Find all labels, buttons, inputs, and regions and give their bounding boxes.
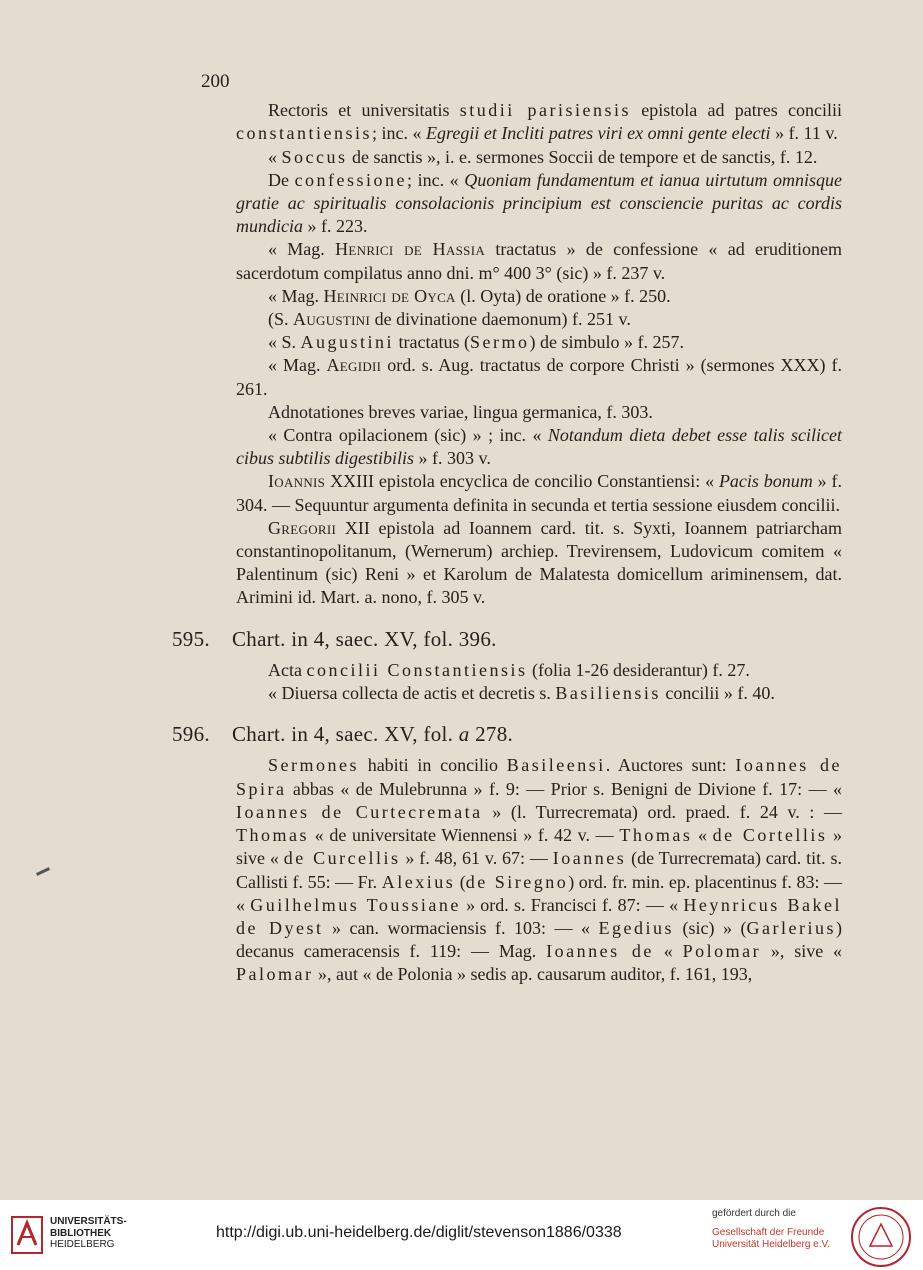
sponsor-name-line: Universität Heidelberg e.V. <box>712 1239 831 1250</box>
entry-text: « Diuersa collecta de actis et decretis s. <box>268 683 556 704</box>
entry-text: « S. <box>268 332 301 353</box>
catalog-entry <box>236 354 842 400</box>
entry-text: « Mag. <box>268 355 327 376</box>
spaced-name: Basiliensis <box>555 683 661 704</box>
spaced-name: Heynricus Bakel de Dyest <box>236 894 843 938</box>
entry-text: » f. 303 v. <box>414 448 491 469</box>
entry-text: (l. Oyta) de oratione » f. 250. <box>455 285 671 306</box>
spaced-name: de Cortellis <box>712 825 828 846</box>
spaced-name: Thomas <box>236 825 309 846</box>
catalog-entry <box>236 659 842 682</box>
catalog-entry <box>236 401 842 424</box>
codex-596-heading <box>172 723 842 746</box>
spaced-name: Guilhelmus Toussiane <box>250 894 461 915</box>
entry-text: « <box>268 146 282 167</box>
incipit-text: Notandum dieta debet esse talis scilicet cibus subtilis digestibilis <box>236 425 842 469</box>
spaced-name: concilii Constantiensis <box>306 659 528 680</box>
entry-text: habiti in concilio <box>359 755 507 776</box>
codex-entries <box>236 99 842 609</box>
spaced-name: Ioannes de <box>546 941 654 962</box>
codex-description-end: 278. <box>469 722 514 747</box>
entry-text: » (l. Turrecremata) ord. praed. f. 24 v. : — <box>482 801 842 822</box>
spaced-name: Ioannes <box>552 848 627 869</box>
margin-mark <box>36 867 50 876</box>
entry-text: (de Turrecremata) card. tit. s. Callisti f. 55: — Fr. <box>236 848 842 892</box>
spaced-name: Heinrici de Oyca <box>323 285 456 306</box>
entry-text: « <box>692 825 713 846</box>
spaced-name: confessione <box>294 169 408 190</box>
codex-596-entries <box>236 754 842 986</box>
catalog-entry <box>236 424 842 470</box>
incipit-text: Quoniam fundamentum et ianua uirtutum omnisque gratie ac spiritualis consolacionis principium est consciencie puritas ac cordis mundicia <box>236 169 842 237</box>
footer-bar <box>0 1200 923 1270</box>
entry-text: » ord. s. Francisci f. 87: — « <box>460 894 684 915</box>
spaced-name: Aegidii <box>326 355 382 376</box>
catalog-entry <box>236 99 842 145</box>
catalog-entry <box>236 754 842 986</box>
entry-text: » f. 223. <box>303 216 368 237</box>
spaced-name: Palomar <box>236 964 314 985</box>
entry-text: » sive « <box>236 825 842 869</box>
entry-text: « Contra opilacionem (sic) » ; inc. « <box>268 425 548 446</box>
entry-text: De <box>268 169 295 190</box>
entry-text: » f. 304. — Sequuntur argumenta definita in secunda et tertia sessione eiusdem concilii. <box>236 471 842 515</box>
entry-text: abbas « de Mulebrunna » f. 9: — Prior s. Benigni de Divione f. 17: — « <box>286 778 842 799</box>
spaced-name: Ioannes de Spira <box>236 755 842 799</box>
entry-text: ; inc. « <box>372 123 426 144</box>
spaced-name: Augustini <box>300 332 395 353</box>
entry-text: » f. 48, 61 v. 67: — <box>400 848 553 869</box>
entry-text: tractatus ( <box>394 332 470 353</box>
spaced-name: de Siregno <box>465 871 569 892</box>
spaced-name: Henrici de Hassia <box>335 239 486 260</box>
library-name-line: UNIVERSITÄTS- <box>50 1216 127 1227</box>
entry-text: de sanctis », i. e. sermones Soccii de tempore et de sanctis, f. 12. <box>347 146 818 167</box>
entry-text: Acta <box>268 659 307 680</box>
entry-text: XII epistola ad Ioannem card. tit. s. Syxti, Ioannem patriarcham constantinopolitanum, (Wernerum) archiep. Trevirensem, Ludovicum comitem « Palentinum (sic) Reni » et Karolum de Malatesta domicellum ariminensem, dat. Arimini id. Mart. a. nono, f. 305 v. <box>236 517 842 608</box>
entry-text: « Mag. <box>268 239 336 260</box>
spaced-name: Alexius <box>381 871 456 892</box>
entry-text: XXIII epistola encyclica de concilio Constantiensi: « <box>325 471 719 492</box>
entry-text: . Auctores sunt: <box>605 755 736 776</box>
catalog-entry <box>236 308 842 331</box>
spaced-name: Sermones <box>268 755 359 776</box>
codex-number: 596. <box>172 722 210 747</box>
entry-text: (sic) » ( <box>674 917 747 938</box>
entry-text: « Mag. <box>268 285 324 306</box>
entry-text: » f. 11 v. <box>770 123 838 144</box>
entry-text: », aut « de Polonia » sedis ap. causarum auditor, f. 161, 193, <box>313 964 753 985</box>
spaced-name: Basileensi <box>506 755 606 776</box>
library-name <box>50 1216 127 1251</box>
library-name-line: HEIDELBERG <box>50 1239 115 1250</box>
entry-text: concilii » f. 40. <box>660 683 775 704</box>
entry-text: epistola ad patres concilii <box>631 100 842 121</box>
spaced-name: Ioannis <box>268 471 326 492</box>
library-logo-icon <box>10 1215 44 1255</box>
catalog-entry <box>236 517 842 610</box>
spaced-name: Augustini <box>293 309 371 330</box>
entry-text: ; inc. « <box>407 169 465 190</box>
university-seal-icon <box>850 1206 912 1268</box>
entry-text: Adnotationes breves variae, lingua germanica, f. 303. <box>268 401 653 422</box>
spaced-name: Sermo <box>470 332 530 353</box>
spaced-name: Ioannes de Curtecremata <box>236 801 483 822</box>
catalog-entry <box>236 238 842 284</box>
entry-text: « <box>653 941 683 962</box>
catalog-entry <box>236 285 842 308</box>
spaced-name: Soccus <box>281 146 348 167</box>
catalog-entry <box>236 470 842 516</box>
codex-description-italic: a <box>458 722 470 747</box>
codex-description: Chart. in 4, saec. XV, fol. <box>232 722 459 747</box>
page-text <box>172 70 843 987</box>
spaced-name: Polomar <box>682 941 762 962</box>
page-number: 200 <box>201 71 230 92</box>
sponsor-credit <box>712 1208 830 1251</box>
codex-number: 595. <box>172 626 210 651</box>
entry-text: Rectoris et universitatis <box>268 100 460 121</box>
entry-text: » can. wormaciensis f. 103: — « <box>323 917 599 938</box>
spaced-name: constantiensis <box>236 123 372 144</box>
codex-description: Chart. in 4, saec. XV, fol. 396. <box>232 626 497 651</box>
catalog-entry <box>236 331 842 354</box>
incipit-text: Egregii et Incliti patres viri ex omni gente electi <box>426 123 771 144</box>
spaced-name: Gregorii <box>268 517 337 538</box>
entry-text: (S. <box>268 309 294 330</box>
spaced-name: Egedius <box>598 917 675 938</box>
entry-text: « de universitate Wiennensi » f. 42 v. — <box>309 825 620 846</box>
sponsor-label: gefördert durch die <box>712 1208 796 1219</box>
library-name-line: BIBLIOTHEK <box>50 1227 112 1239</box>
entry-text: de divinatione daemonum) f. 251 v. <box>370 309 631 330</box>
spaced-name: Thomas <box>619 825 693 846</box>
codex-595-heading <box>172 628 842 651</box>
incipit-text: Pacis bonum <box>718 471 813 492</box>
entry-text: (folia 1-26 desiderantur) f. 27. <box>527 659 750 680</box>
catalog-entry <box>236 169 842 239</box>
permalink-url[interactable]: http://digi.ub.uni-heidelberg.de/diglit/stevenson1886/0338 <box>216 1224 622 1241</box>
codex-595-entries <box>236 659 842 705</box>
sponsor-name-line: Gesellschaft der Freunde <box>712 1227 825 1238</box>
spaced-name: de Curcellis <box>283 848 401 869</box>
entry-text: ord. s. Aug. tractatus de corpore Christi » (sermones XXX) f. 261. <box>236 355 842 399</box>
entry-text: », sive « <box>761 941 843 962</box>
spaced-name: Garlerius <box>746 917 837 938</box>
entry-text: ) ord. fr. min. ep. placentinus f. 83: — « <box>236 871 843 915</box>
entry-text: ) decanus cameracensis f. 119: — Mag. <box>236 917 843 962</box>
spaced-name: studii parisiensis <box>459 100 632 121</box>
entry-text: ) de simbulo » f. 257. <box>529 332 684 353</box>
catalog-entry <box>236 146 842 169</box>
entry-text: tractatus » de confessione « ad eruditionem sacerdotum compilatus anno dni. m° 400 3° (sic) » f. 237 v. <box>236 239 842 283</box>
catalog-entry <box>236 682 842 705</box>
entry-text: ( <box>455 871 466 892</box>
